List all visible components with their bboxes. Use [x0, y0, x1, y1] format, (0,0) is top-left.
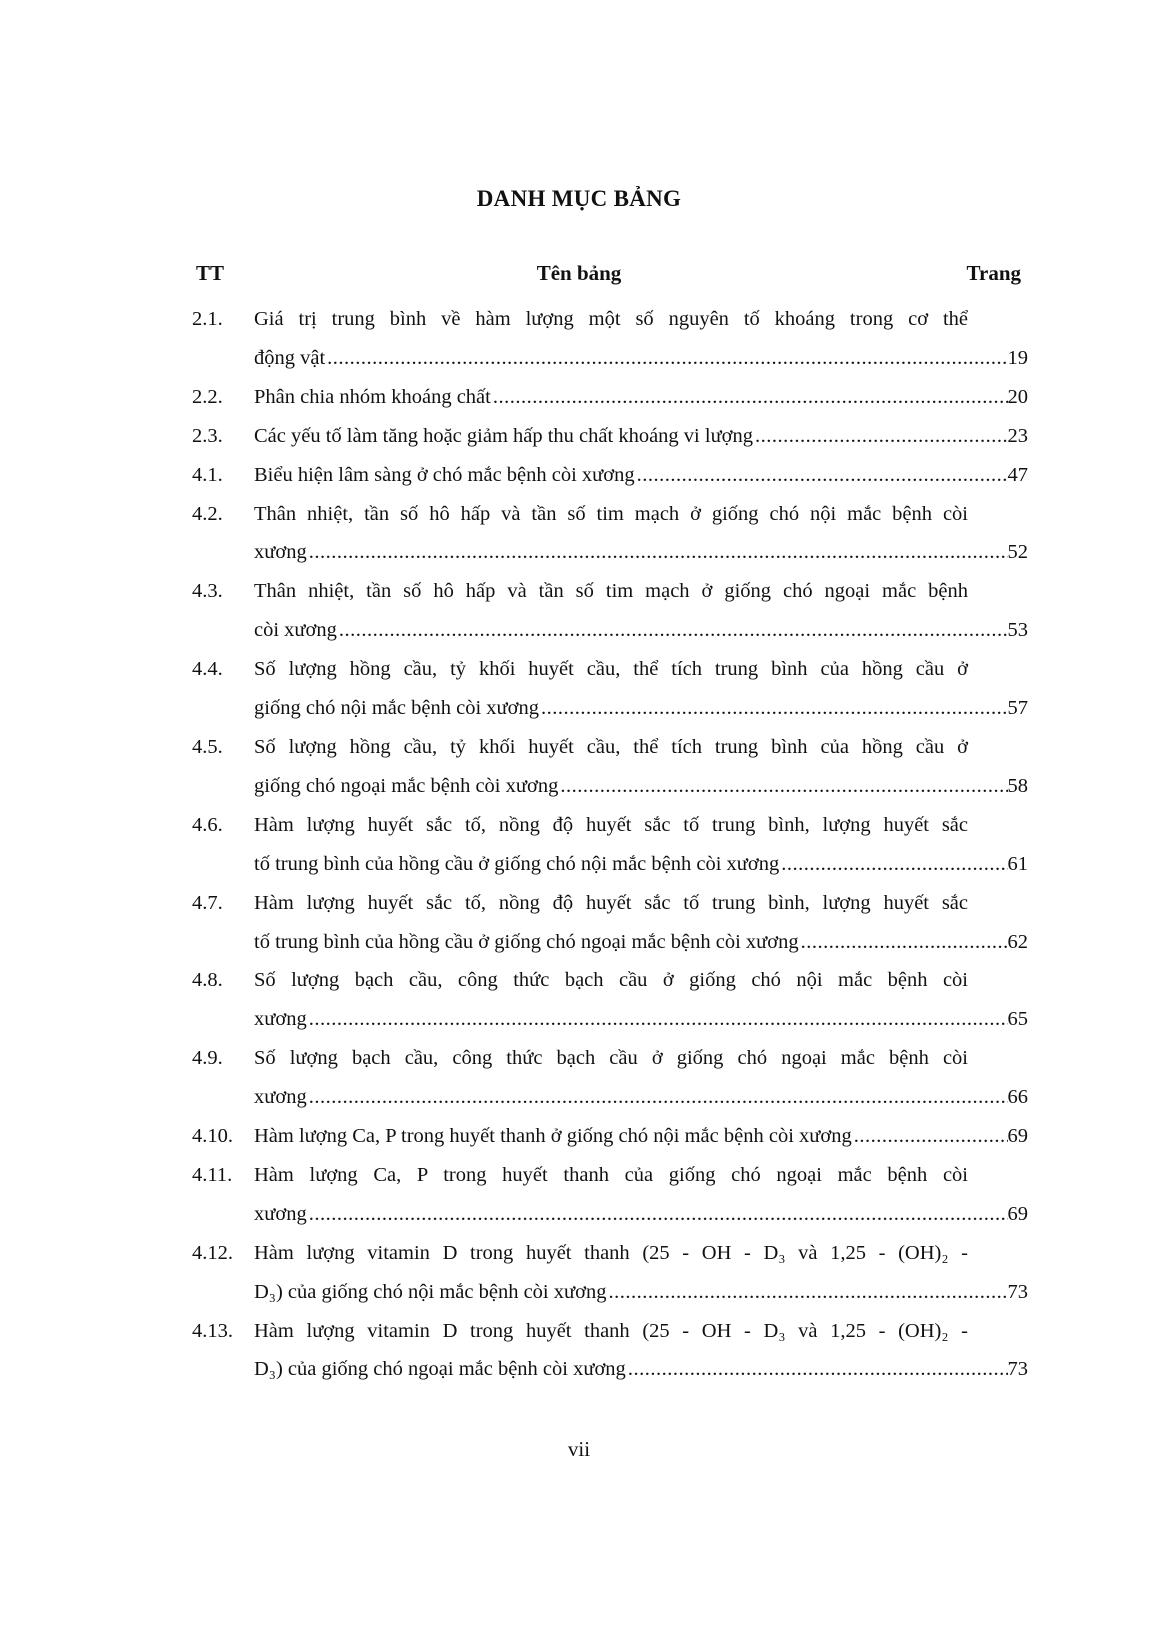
column-header-name: Tên bảng [536, 261, 622, 285]
entry-title-text: giống chó nội mắc bệnh còi xương [254, 697, 539, 720]
list-item[interactable] [192, 1234, 1028, 1312]
entry-title [254, 1312, 1028, 1390]
entry-title-line: Giá trị trung bình về hàm lượng một số nguyên tố khoáng trong cơ thể [254, 308, 968, 330]
entry-title [254, 650, 1028, 728]
entry-number: 4.5. [192, 735, 223, 758]
dot-leader [779, 845, 1007, 884]
entry-page-number: 73 [1007, 1280, 1028, 1303]
entry-number: 4.10. [192, 1125, 233, 1148]
entry-title-line: Hàm lượng vitamin D trong huyết thanh (25 - OH - D₃ và 1,25 - (OH)₂ - [254, 1241, 968, 1264]
entry-title-text: xương [254, 1086, 307, 1109]
entry-title-text: tố trung bình của hồng cầu ở giống chó ngoại mắc bệnh còi xương [254, 930, 799, 953]
list-item[interactable] [192, 378, 1028, 417]
entry-number: 4.13. [192, 1319, 233, 1342]
entry-title [254, 728, 1028, 806]
entry-page-number: 73 [1007, 1358, 1028, 1381]
entry-title-text: Biểu hiện lâm sàng ở chó mắc bệnh còi xương [254, 463, 635, 486]
entry-page-number: 58 [1007, 774, 1028, 797]
list-item[interactable] [192, 300, 1028, 378]
entry-title-text: Phân chia nhóm khoáng chất [254, 385, 491, 408]
entry-number: 4.12. [192, 1241, 233, 1264]
entry-number: 4.1. [192, 463, 223, 486]
dot-leader [307, 1078, 1008, 1117]
list-item[interactable] [192, 1312, 1028, 1390]
entry-number: 4.11. [192, 1163, 233, 1186]
entry-title-line: Thân nhiệt, tần số hô hấp và tần số tim mạch ở giống chó nội mắc bệnh còi [254, 502, 968, 525]
entry-title-text: xương [254, 1202, 307, 1225]
dot-leader [852, 1117, 1008, 1156]
dot-leader [325, 339, 1007, 378]
dot-leader [307, 1195, 1008, 1234]
entry-title-line: Hàm lượng huyết sắc tố, nồng độ huyết sắc tố trung bình, lượng huyết sắc [254, 813, 968, 836]
entry-title [254, 1156, 1028, 1234]
list-item[interactable] [192, 456, 1028, 495]
entry-leader-line [254, 378, 1028, 417]
entry-title-text: tố trung bình của hồng cầu ở giống chó nội mắc bệnh còi xương [254, 852, 780, 875]
list-item[interactable] [192, 572, 1028, 650]
entry-number: 2.2. [192, 385, 223, 408]
dot-leader [491, 378, 1008, 417]
entry-page-number: 66 [1007, 1086, 1028, 1109]
entry-title [254, 1234, 1028, 1312]
entry-leader-line [254, 417, 1028, 456]
entry-title-text: D₃) của giống chó nội mắc bệnh còi xương [254, 1280, 607, 1303]
list-item[interactable] [192, 961, 1028, 1039]
entry-page-number: 20 [1007, 385, 1028, 408]
dot-leader [626, 1350, 1008, 1389]
entry-title [254, 495, 1028, 573]
entry-title [254, 378, 1028, 417]
entry-leader-line [254, 533, 1028, 572]
column-header-page: Trang [966, 261, 1021, 285]
entry-number: 2.1. [192, 308, 223, 330]
entry-page-number: 57 [1007, 697, 1028, 720]
entry-leader-line [254, 1000, 1028, 1039]
list-item[interactable] [192, 1039, 1028, 1117]
entry-page-number: 47 [1007, 463, 1028, 486]
list-item[interactable] [192, 884, 1028, 962]
entry-title-line: Số lượng bạch cầu, công thức bạch cầu ở giống chó ngoại mắc bệnh còi [254, 1047, 968, 1070]
entry-number: 4.2. [192, 502, 223, 525]
entry-page-number: 52 [1007, 541, 1028, 564]
footer-page-number: vii [567, 1437, 591, 1461]
entry-leader-line [254, 1195, 1028, 1234]
entry-title [254, 884, 1028, 962]
entry-title [254, 1039, 1028, 1117]
entry-title [254, 417, 1028, 456]
dot-leader [558, 767, 1007, 806]
entry-page-number: 53 [1007, 619, 1028, 642]
list-item[interactable] [192, 417, 1028, 456]
entry-number: 4.4. [192, 658, 223, 681]
entry-number: 4.8. [192, 969, 223, 992]
entry-number: 2.3. [192, 424, 223, 447]
list-item[interactable] [192, 1117, 1028, 1156]
entry-title-text: Hàm lượng Ca, P trong huyết thanh ở giống chó nội mắc bệnh còi xương [254, 1125, 852, 1148]
page-title: DANH MỤC BẢNG [476, 186, 682, 211]
entry-page-number: 19 [1007, 346, 1028, 369]
dot-leader [307, 1000, 1008, 1039]
entry-leader-line [254, 1350, 1028, 1389]
entry-leader-line [254, 767, 1028, 806]
entry-title [254, 456, 1028, 495]
entry-leader-line [254, 611, 1028, 650]
entry-title-line: Số lượng bạch cầu, công thức bạch cầu ở giống chó nội mắc bệnh còi [254, 969, 968, 992]
entry-title [254, 961, 1028, 1039]
entry-number: 4.7. [192, 891, 223, 914]
dot-leader [753, 417, 1007, 456]
dot-leader [635, 456, 1008, 495]
entry-number: 4.6. [192, 813, 223, 836]
entry-title-line: Số lượng hồng cầu, tỷ khối huyết cầu, thể tích trung bình của hồng cầu ở [254, 735, 968, 758]
entry-page-number: 61 [1007, 852, 1028, 875]
entry-title [254, 300, 1028, 378]
entry-page-number: 69 [1007, 1125, 1028, 1148]
table-of-tables-list [192, 300, 1028, 1389]
list-item[interactable] [192, 650, 1028, 728]
entry-title-line: Số lượng hồng cầu, tỷ khối huyết cầu, thể tích trung bình của hồng cầu ở [254, 658, 968, 681]
entry-title-line: Thân nhiệt, tần số hô hấp và tần số tim mạch ở giống chó ngoại mắc bệnh [254, 580, 968, 603]
dot-leader [799, 923, 1008, 962]
entry-number: 4.9. [192, 1047, 223, 1070]
entry-page-number: 62 [1007, 930, 1028, 953]
list-item[interactable] [192, 728, 1028, 806]
entry-leader-line [254, 689, 1028, 728]
entry-title-text: xương [254, 1008, 307, 1031]
entry-page-number: 23 [1007, 424, 1028, 447]
entry-leader-line [254, 1273, 1028, 1312]
entry-title-text: động vật [254, 346, 326, 369]
entry-leader-line [254, 1078, 1028, 1117]
entry-page-number: 65 [1007, 1008, 1028, 1031]
column-header-number: TT [196, 261, 225, 285]
entry-number: 4.3. [192, 580, 223, 603]
entry-title-text: giống chó ngoại mắc bệnh còi xương [254, 774, 559, 797]
entry-leader-line [254, 1117, 1028, 1156]
entry-title [254, 572, 1028, 650]
entry-title-text: Các yếu tố làm tăng hoặc giảm hấp thu chất khoáng vi lượng [254, 424, 754, 447]
dot-leader [307, 533, 1008, 572]
entry-title-line: Hàm lượng Ca, P trong huyết thanh của giống chó ngoại mắc bệnh còi [254, 1163, 968, 1186]
entry-title-text: xương [254, 541, 307, 564]
list-item[interactable] [192, 1156, 1028, 1234]
list-item[interactable] [192, 806, 1028, 884]
entry-title-line: Hàm lượng vitamin D trong huyết thanh (25 - OH - D₃ và 1,25 - (OH)₂ - [254, 1319, 968, 1342]
entry-title-text: D₃) của giống chó ngoại mắc bệnh còi xương [254, 1358, 626, 1381]
entry-title-line: Hàm lượng huyết sắc tố, nồng độ huyết sắc tố trung bình, lượng huyết sắc [254, 891, 968, 914]
entry-title [254, 806, 1028, 884]
dot-leader [539, 689, 1008, 728]
dot-leader [337, 611, 1008, 650]
entry-leader-line [254, 456, 1028, 495]
dot-leader [606, 1273, 1007, 1312]
entry-leader-line [254, 845, 1028, 884]
entry-title [254, 1117, 1028, 1156]
list-item[interactable] [192, 495, 1028, 573]
entry-page-number: 69 [1007, 1202, 1028, 1225]
entry-leader-line [254, 339, 1028, 378]
entry-title-text: còi xương [254, 619, 337, 642]
entry-leader-line [254, 923, 1028, 962]
